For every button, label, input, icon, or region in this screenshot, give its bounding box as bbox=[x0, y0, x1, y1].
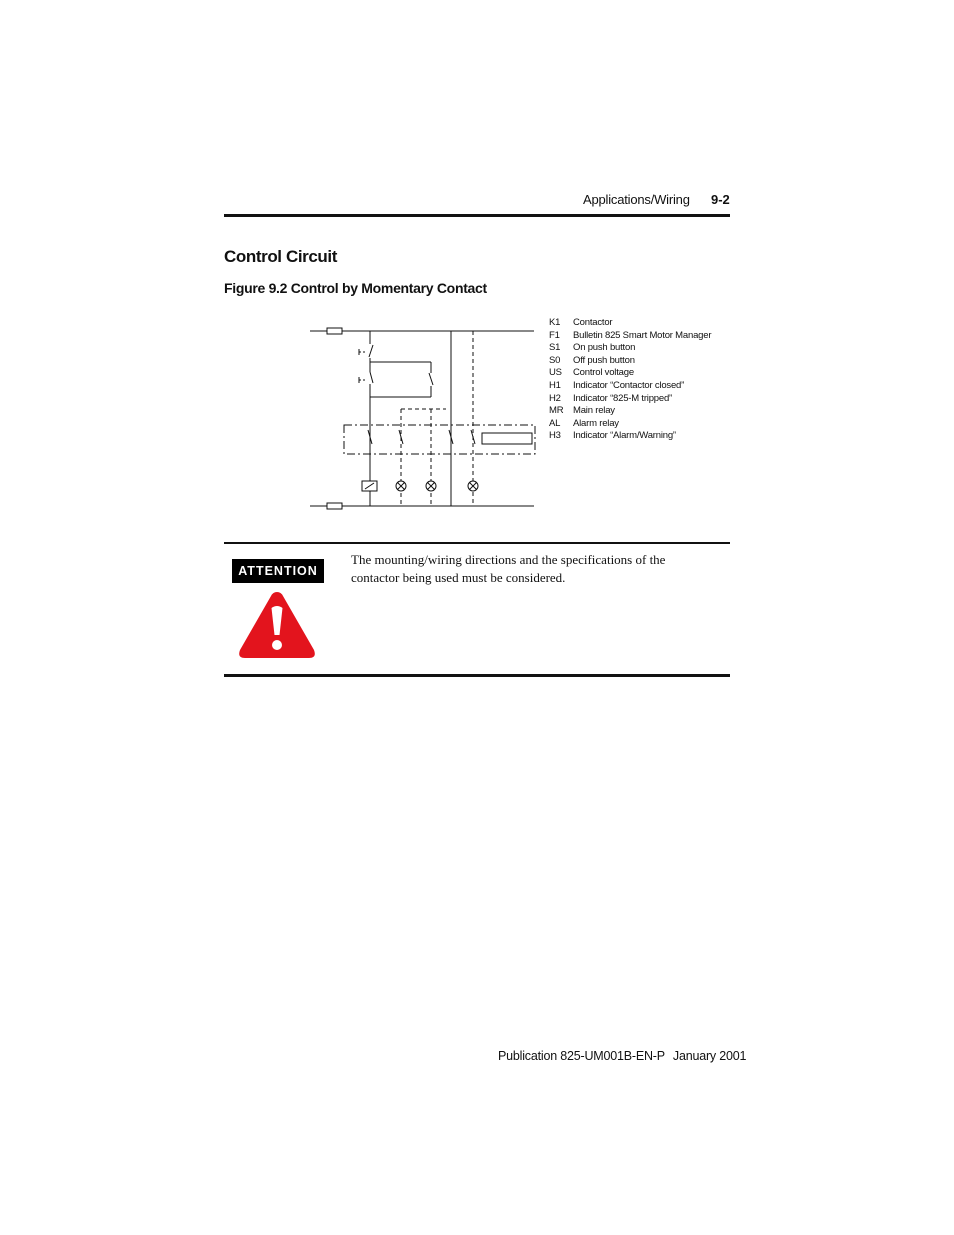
attention-badge: ATTENTION bbox=[232, 559, 324, 583]
f1-enclosure bbox=[344, 425, 535, 454]
legend-item: S1 On push button bbox=[549, 342, 636, 354]
legend-item: MR Main relay bbox=[549, 405, 615, 417]
legend-item: US Control voltage bbox=[549, 367, 634, 379]
bottom-fuse bbox=[327, 503, 342, 509]
attention-top-rule bbox=[224, 542, 730, 544]
legend-item: K1 Contactor bbox=[549, 317, 613, 328]
lamp-h3-icon bbox=[468, 481, 478, 491]
f1-display-box bbox=[482, 433, 532, 444]
legend-item: F1 Bulletin 825 Smart Motor Manager bbox=[549, 329, 712, 341]
legend-item: H2 Indicator “825-M tripped” bbox=[549, 392, 673, 404]
legend-item: H3 Indicator “Alarm/Warning” bbox=[549, 430, 676, 442]
legend-item: H1 Indicator “Contactor closed” bbox=[549, 379, 685, 391]
legend-item: S0 Off push button bbox=[549, 354, 635, 366]
section-heading: Control Circuit bbox=[224, 247, 337, 266]
publication-date: January 2001 bbox=[672, 1049, 747, 1063]
header-rule bbox=[224, 214, 730, 217]
publication-number: Publication 825-UM001B-EN-P bbox=[498, 1049, 665, 1063]
figure-title: Figure 9.2 Control by Momentary Contact bbox=[224, 280, 487, 296]
attention-bottom-rule bbox=[224, 674, 730, 677]
lamp-h2-icon bbox=[426, 481, 436, 491]
warning-icon bbox=[237, 588, 317, 662]
figure-legend bbox=[549, 317, 711, 443]
top-fuse bbox=[327, 328, 342, 334]
off-button-contact bbox=[369, 345, 373, 357]
lamp-h1-icon bbox=[396, 481, 406, 491]
footer bbox=[498, 1049, 746, 1063]
legend-item: AL Alarm relay bbox=[549, 417, 619, 429]
on-button-contact bbox=[370, 372, 373, 383]
holding-contact bbox=[429, 373, 433, 385]
page-number: 9-2 bbox=[711, 192, 730, 207]
running-header-section: Applications/Wiring bbox=[583, 192, 690, 207]
control-circuit-diagram bbox=[300, 320, 545, 520]
attention-text: The mounting/wiring directions and the specifications of the contactor being used must be considered. bbox=[351, 552, 666, 585]
